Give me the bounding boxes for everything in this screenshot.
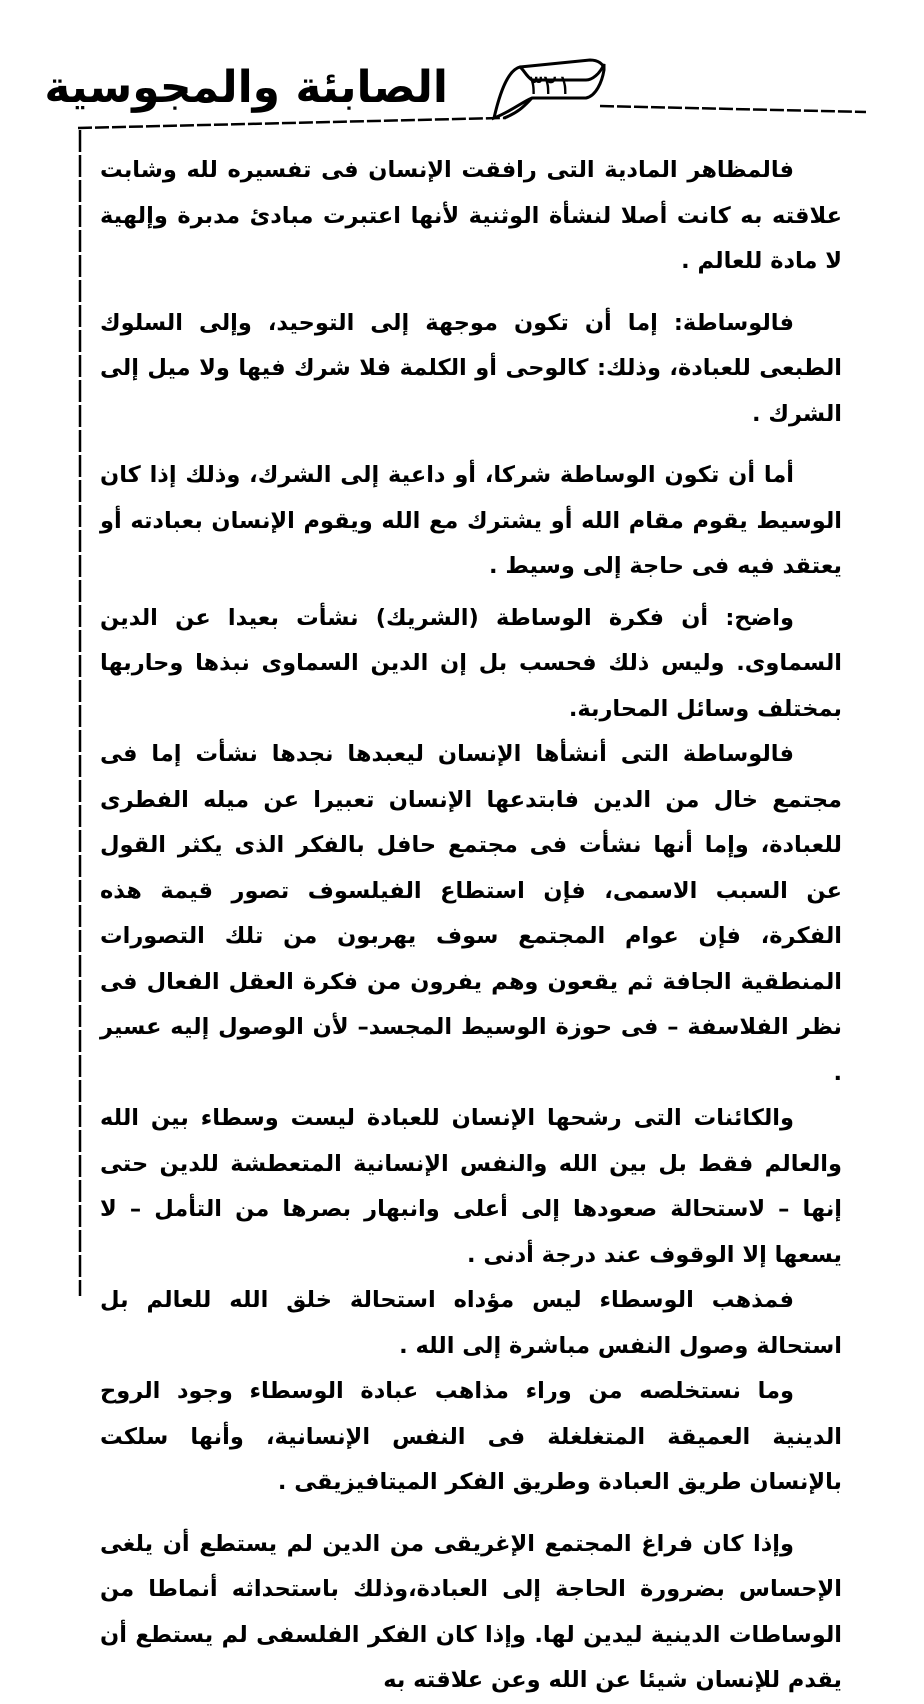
paragraph: فالوساطة التى أنشأها الإنسان ليعبدها نجدها نشأت إما فى مجتمع خال من الدين فابتدعها الإنسان تعبيرا عن ميله الفطرى للعبادة، وإما أنها نشأت فى مجتمع حافل بالفكر الذى يكثر القول عن السبب الاسمى، فإن استطاع الفيلسوف تصور قيمة هذه الفكرة، فإن عوام المجتمع سوف يهربون من تلك التصورات المنطقية الجافة ثم يقعون وهم يفرون من فكرة العقل الفعال فى نظر الفلاسفة – فى حوزة الوسيط المجسد– لأن الوصول إليه عسير . (100, 741, 842, 1086)
paragraph: والكائنات التى رشحها الإنسان للعبادة ليست وسطاء بين الله والعالم فقط بل بين الله والنفس الإنسانية المتعطشة للدين حتى إنها – لاستحالة صعودها إلى أعلى وانبهار بصرها من التأمل – لا يسعها إلا الوقوف عند درجة أدنى . (100, 1105, 842, 1268)
paragraph: فمذهب الوسطاء ليس مؤداه استحالة خلق الله للعالم بل استحالة وصول النفس مباشرة إلى الله . (100, 1287, 842, 1359)
running-head-title: الصابئة والمجوسية (44, 62, 448, 113)
body-text (100, 148, 842, 1704)
paragraph: وما نستخلصه من وراء مذاهب عبادة الوسطاء وجود الروح الدينية العميقة المتغلغلة فى النفس الإنسانية، وأنها سلكت بالإنسان طريق العبادة وطريق الفكر الميتافيزيقى . (100, 1378, 842, 1495)
paragraph: أما أن تكون الوساطة شركا، أو داعية إلى الشرك، وذلك إذا كان الوسيط يقوم مقام الله أو يشترك مع الله ويقوم الإنسان بعبادته أو يعتقد فيه فى حاجة إلى وسيط . (100, 462, 842, 579)
paragraph: وإذا كان فراغ المجتمع الإغريقى من الدين لم يستطع أن يلغى الإحساس بضرورة الحاجة إلى العبادة،وذلك باستحداثه أنماطا من الوساطات الدينية ليدين لها. وإذا كان الفكر الفلسفى لم يستطع أن يقدم للإنسان شيئا عن الله وعن علاقته به (100, 1530, 842, 1693)
paragraph: واضح: أن فكرة الوساطة (الشريك) نشأت بعيدا عن الدين السماوى. وليس ذلك فحسب بل إن الدين السماوى نبذها وحاربها بمختلف وسائل المحاربة. (100, 604, 842, 722)
paragraph: فالمظاهر المادية التى رافقت الإنسان فى تفسيره لله وشابت علاقته به كانت أصلا لنشأة الوثنية لأنها اعتبرت مبادئ مدبرة وإلهية لا مادة للعالم . (100, 157, 842, 274)
paragraph: فالوساطة: إما أن تكون موجهة إلى التوحيد، وإلى السلوك الطبعى للعبادة، وذلك: كالوحى أو الكلمة فلا شرك فيها ولا ميل إلى الشرك . (100, 309, 842, 427)
page-number: ٣٢١ (528, 70, 572, 101)
